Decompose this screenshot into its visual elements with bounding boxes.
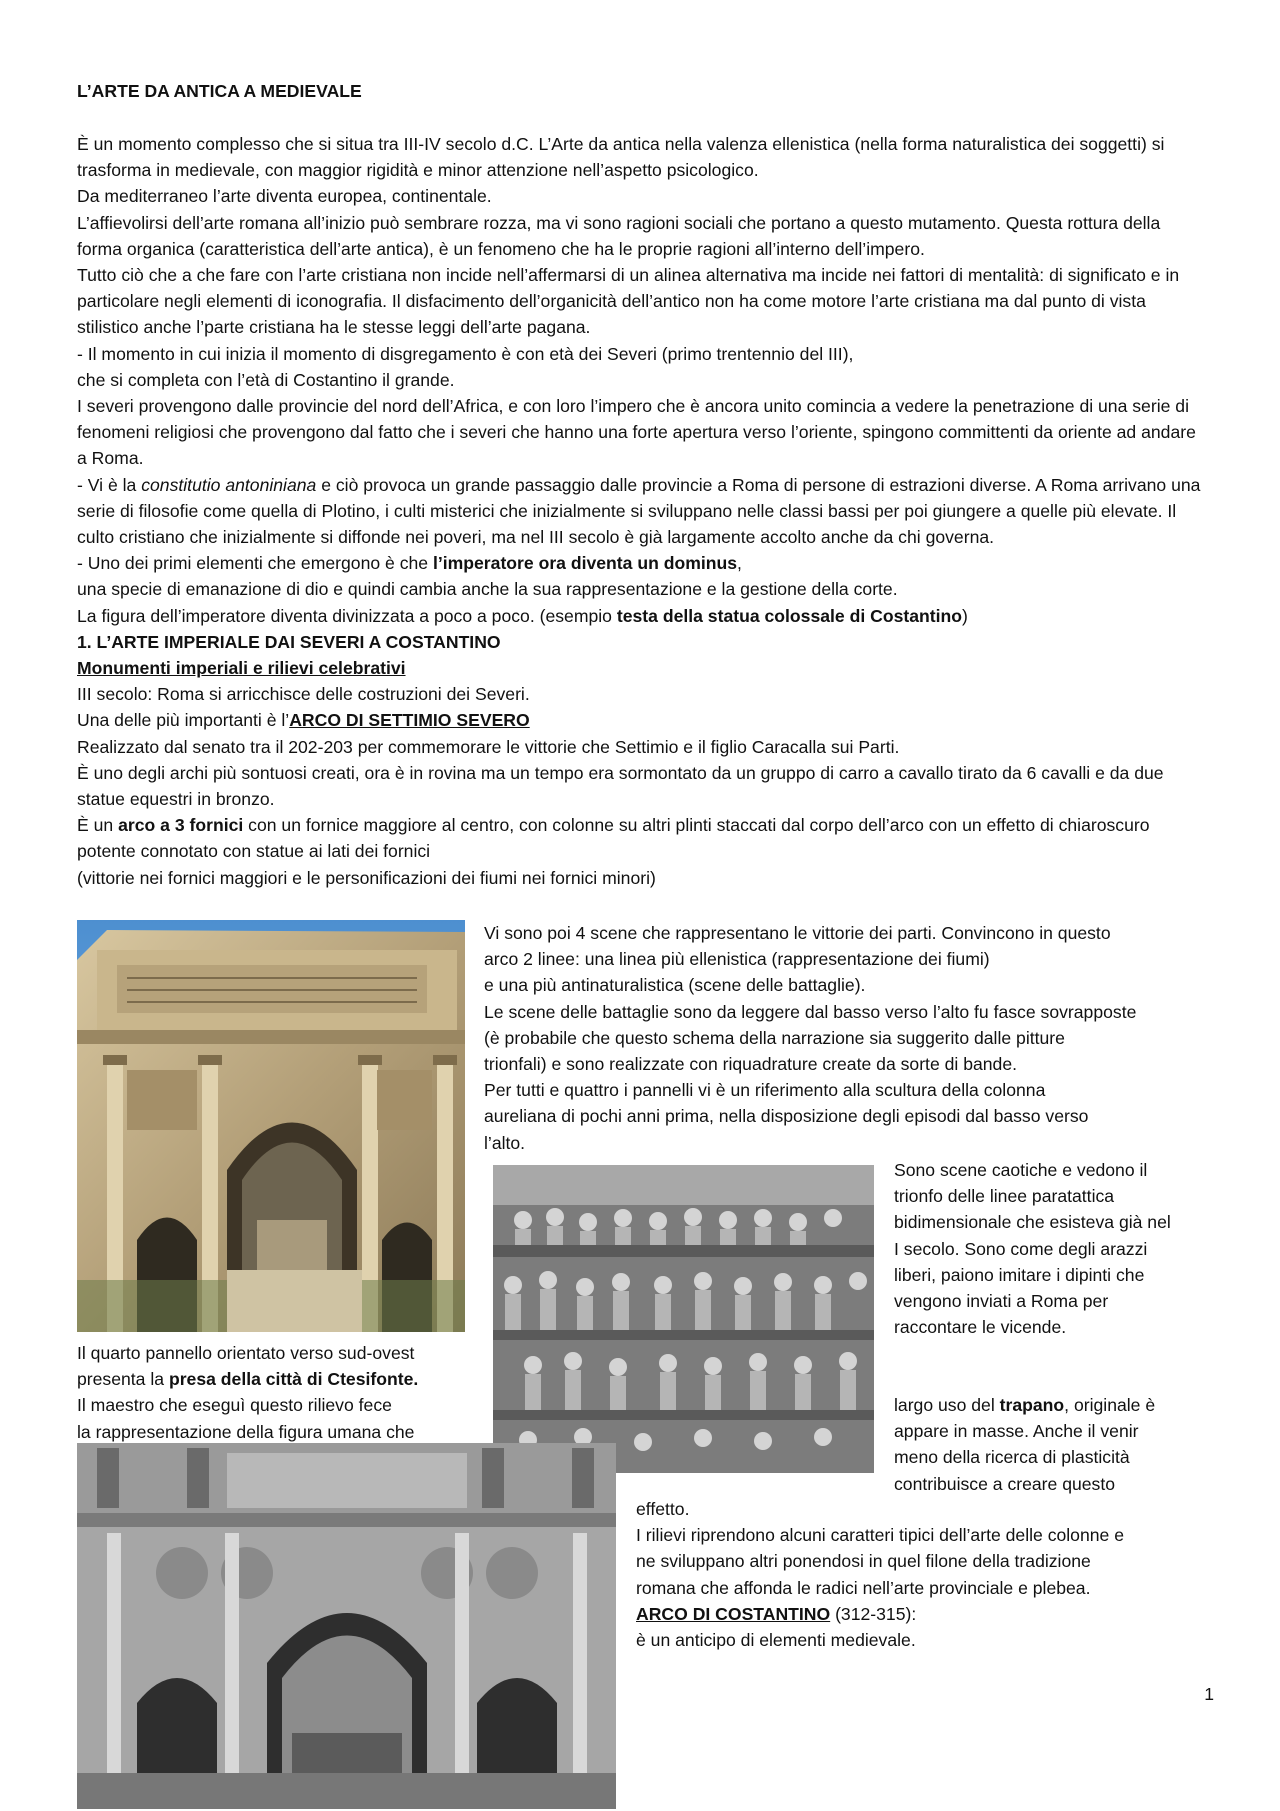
text-line: romana che affonda le radici nell’arte provinciale e plebea. (636, 1577, 1091, 1598)
text-line: è un anticipo di elementi medievale. (636, 1630, 916, 1651)
text-line: ne sviluppano altri ponendosi in quel filone della tradizione (636, 1551, 1091, 1572)
text-line: Il quarto pannello orientato verso sud-ovest (77, 1343, 415, 1363)
text-line: Per tutti e quattro i pannelli vi è un riferimento alla scultura della colonna (484, 1080, 1046, 1101)
text-line: la rappresentazione della figura umana che (77, 1421, 415, 1442)
paragraph: che si completa con l’età di Costantino il grande. (77, 369, 455, 390)
text-line: contribuisce a creare questo (894, 1473, 1116, 1494)
text-line: liberi, paiono imitare i dipinti che (894, 1264, 1145, 1285)
text-line: arco 2 linee: una linea più ellenistica (rappresentazione dei fiumi) (484, 949, 990, 970)
paragraph: Tutto ciò che a che fare con l’arte cristiana non incide nell’affermarsi di un alinea alternativa ma incide nei fattori di mentalità: di significato e in particolare negli elementi di iconografia. Il disfacimento dell’organicità dell’antico non ha come motore l’arte cristiana ma dal punto di vista stilistico anche l’parte cristiana ha le stesse leggi dell’arte pagana. (77, 265, 1180, 338)
text-line: largo uso del trapano, originale è (894, 1395, 1156, 1415)
right-column-text (484, 920, 1214, 1156)
section-subheading: Monumenti imperiali e rilievi celebrativi (77, 658, 406, 679)
text-line: (è probabile che questo schema della narrazione sia suggerito dalle pitture (484, 1027, 1065, 1048)
text-line: trionfo delle linee paratattica (894, 1186, 1115, 1207)
arch-of-septimius-severus-photo (77, 920, 465, 1332)
text-line: appare in masse. Anche il venir (894, 1421, 1139, 1442)
relief-panel-photo (493, 1165, 874, 1473)
text-line: vengono inviati a Roma per (894, 1291, 1109, 1312)
left-caption-text (77, 1340, 487, 1445)
intro-text (77, 131, 1210, 891)
paragraph: - Il momento in cui inizia il momento di disgregamento è con età dei Severi (primo trentennio del III), (77, 343, 854, 364)
text-line: presenta la presa della città di Ctesifonte. (77, 1369, 419, 1390)
text-line: e una più antinaturalistica (scene delle battaglie). (484, 975, 866, 996)
paragraph: (vittorie nei fornici maggiori e le personificazioni dei fiumi nei fornici minori) (77, 867, 656, 888)
text-line: trionfali) e sono realizzate con riquadrature create da sorte di bande. (484, 1054, 1018, 1075)
text-line: effetto. (636, 1499, 690, 1519)
paragraph: L’affievolirsi dell’arte romana all’inizio può sembrare rozza, ma vi sono ragioni sociali che portano a questo mutamento. Questa rottura della forma organica (caratteristica dell’arte antica), è un fenomeno che ha le proprie ragioni all’interno dell’impero. (77, 212, 1161, 259)
paragraph: È uno degli archi più sontuosi creati, ora è in rovina ma un tempo era sormontato da un gruppo di carro a cavallo tirato da 6 cavalli e da due statue equestri in bronzo. (77, 762, 1164, 810)
paragraph: una specie di emanazione di dio e quindi cambia anche la sua rappresentazione e la gestione della corte. (77, 579, 898, 600)
paragraph: Una delle più importanti è l’ARCO DI SETTIMIO SEVERO (77, 710, 530, 731)
paragraph: La figura dell’imperatore diventa divinizzata a poco a poco. (esempio testa della statua colossale di Costantino) (77, 605, 968, 626)
paragraph: Realizzato dal senato tra il 202-203 per commemorare le vittorie che Settimio e il figlio Caracalla sui Parti. (77, 736, 900, 757)
arch-of-constantine-photo (77, 1443, 616, 1809)
paragraph: I severi provengono dalle provincie del nord dell’Africa, e con loro l’impero che è ancora unito comincia a vedere la penetrazione di una serie di fenomeni religiosi che provengono dal fatto che i severi che hanno una forte apertura verso l’oriente, spingono committenti da oriente ad andare a Roma. (77, 396, 1196, 469)
paragraph: Da mediterraneo l’arte diventa europea, continentale. (77, 186, 492, 207)
side-column-text-continued (894, 1392, 1214, 1497)
paragraph: - Uno dei primi elementi che emergono è che l’imperatore ora diventa un dominus, (77, 553, 742, 574)
page-number: 1 (1204, 1684, 1214, 1704)
text-line: I rilievi riprendono alcuni caratteri tipici dell’arte delle colonne e (636, 1525, 1124, 1546)
text-line: I secolo. Sono come degli arazzi (894, 1238, 1148, 1259)
text-line: raccontare le vicende. (894, 1317, 1067, 1338)
text-line: meno della ricerca di plasticità (894, 1447, 1130, 1468)
text-line: aureliana di pochi anni prima, nella disposizione degli episodi dal basso verso (484, 1106, 1089, 1127)
text-line: Vi sono poi 4 scene che rappresentano le vittorie dei parti. Convincono in questo (484, 923, 1111, 943)
text-line: bidimensionale che esisteva già nel (894, 1212, 1171, 1233)
bottom-column-text (636, 1496, 1216, 1653)
text-line: Le scene delle battaglie sono da leggere dal basso verso l’alto fu fasce sovrapposte (484, 1001, 1137, 1022)
paragraph: - Vi è la constitutio antoniniana e ciò provoca un grande passaggio dalle provincie a Roma di persone di estrazioni diverse. A Roma arrivano una serie di filosofie come quella di Plotino, i culti misterici che inizialmente si sviluppano nelle classi bassi per poi giungere a quelle più elevate. Il culto cristiano che inizialmente si diffonde nei poveri, ma nel III secolo è già largamente accolto anche da chi governa. (77, 474, 1201, 548)
paragraph: III secolo: Roma si arricchisce delle costruzioni dei Severi. (77, 684, 530, 705)
text-line: Sono scene caotiche e vedono il (894, 1160, 1148, 1180)
text-line: l’alto. (484, 1132, 526, 1153)
text-line: ARCO DI COSTANTINO (312-315): (636, 1603, 917, 1624)
paragraph: È un arco a 3 fornici con un fornice maggiore al centro, con colonne su altri plinti staccati dal corpo dell’arco con un effetto di chiaroscuro potente connotato con statue ai lati dei fornici (77, 815, 1150, 862)
text-line: Il maestro che eseguì questo rilievo fece (77, 1395, 392, 1416)
page-title: L’ARTE DA ANTICA A MEDIEVALE (77, 81, 362, 101)
section-heading: 1. L’ARTE IMPERIALE DAI SEVERI A COSTANTINO (77, 631, 501, 652)
side-column-text (894, 1157, 1214, 1340)
paragraph: È un momento complesso che si situa tra III-IV secolo d.C. L’Arte da antica nella valenza ellenistica (nella forma naturalistica dei soggetti) si trasforma in medievale, con maggior rigidità e minor attenzione nell’aspetto psicologico. (77, 134, 1165, 181)
